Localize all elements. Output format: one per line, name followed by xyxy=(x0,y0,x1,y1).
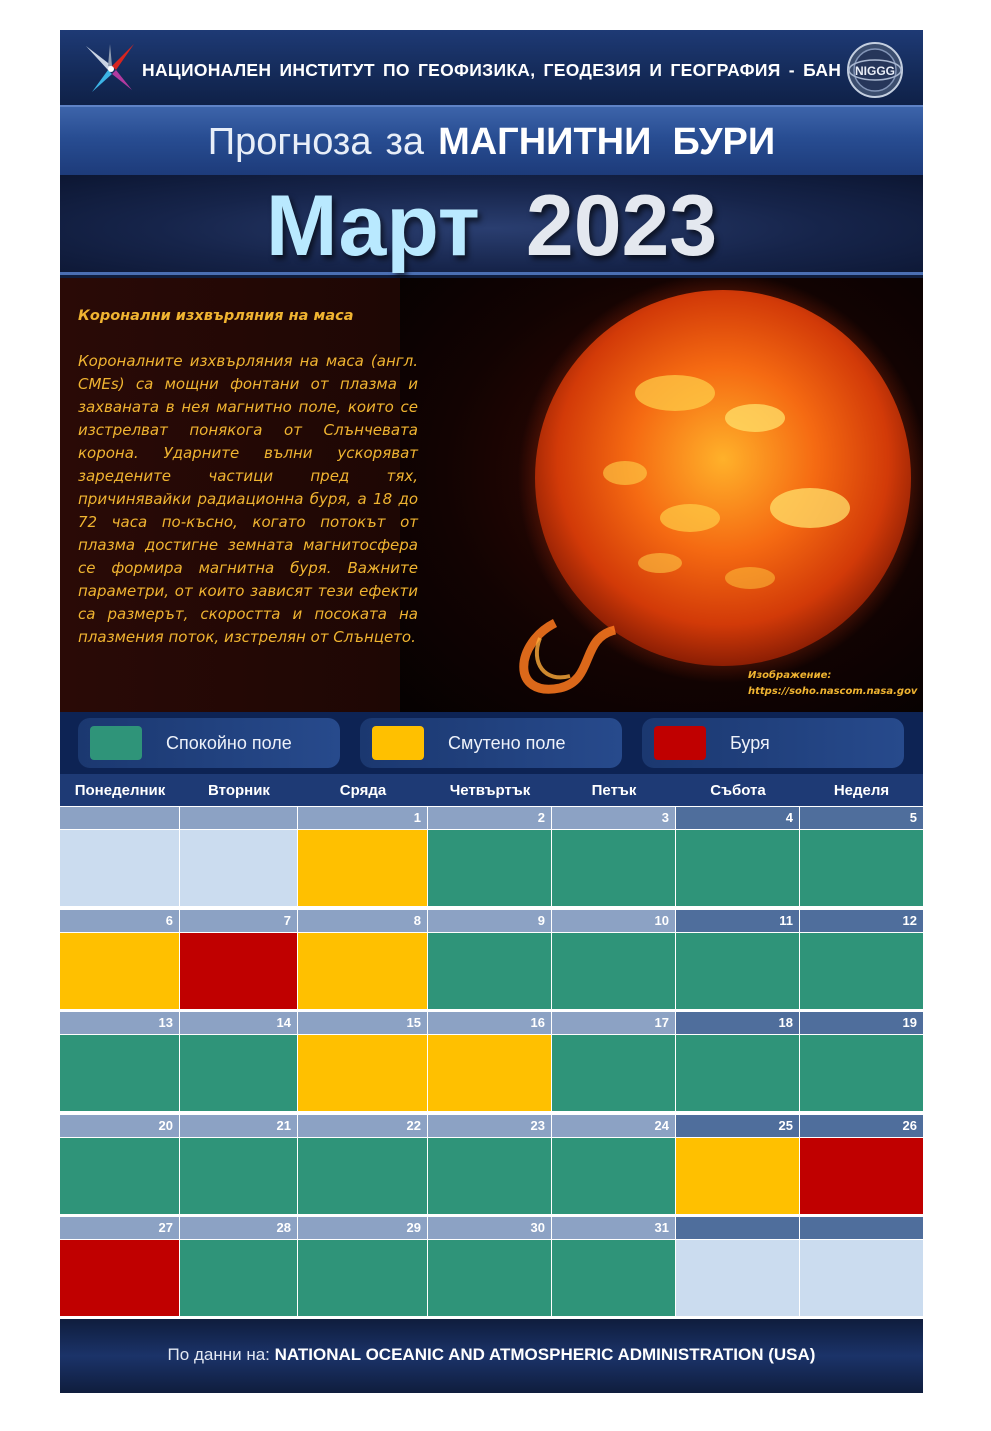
forecast-poster xyxy=(60,30,923,1393)
day-number: 13 xyxy=(60,1012,179,1034)
day-number: 20 xyxy=(60,1115,179,1137)
weekday-wednesday: Сряда xyxy=(339,782,387,799)
day-number: 23 xyxy=(428,1115,551,1137)
day-number: 27 xyxy=(60,1217,179,1239)
day-number: 19 xyxy=(800,1012,923,1034)
day-status-cell-storm xyxy=(800,1138,923,1214)
day-status-cell-calm xyxy=(552,1240,675,1316)
institute-name: НАЦИОНАЛЕН ИНСТИТУТ ПО ГЕОФИЗИКА, ГЕОДЕЗИЯ И ГЕОГРАФИЯ - БАН xyxy=(142,60,842,80)
title-bold: МАГНИТНИ БУРИ xyxy=(438,121,776,163)
day-number: 22 xyxy=(298,1115,427,1137)
day-number: 1 xyxy=(298,807,427,829)
title-band xyxy=(60,105,923,175)
article-title: Коронални изхвърляния на маса xyxy=(78,308,354,324)
institute-header xyxy=(60,30,923,105)
day-number: 2 xyxy=(428,807,551,829)
legend-item-disturbed xyxy=(360,718,622,768)
day-number: 4 xyxy=(676,807,799,829)
day-number: 7 xyxy=(180,910,297,932)
legend-swatch-disturbed xyxy=(372,726,424,760)
day-number: 18 xyxy=(676,1012,799,1034)
day-number xyxy=(60,807,179,829)
weekday-saturday: Събота xyxy=(710,782,766,799)
day-number: 30 xyxy=(428,1217,551,1239)
day-status-cell-storm xyxy=(180,933,297,1009)
day-status-cell-storm xyxy=(60,1240,179,1316)
day-status-cell-calm xyxy=(60,1035,179,1111)
day-status-cell-empty xyxy=(180,830,297,906)
image-credit-url: https://soho.nascom.nasa.gov xyxy=(748,686,918,697)
logo-text: NIGGG xyxy=(854,64,896,78)
day-status-cell-calm xyxy=(552,1138,675,1214)
day-number: 11 xyxy=(676,910,799,932)
sun-panel xyxy=(60,278,923,712)
legend-item-storm xyxy=(642,718,904,768)
weekday-monday: Понеделник xyxy=(74,782,166,799)
weekday-tuesday: Вторник xyxy=(208,782,270,799)
day-status-cell-calm xyxy=(676,1035,799,1111)
article-body: Короналните изхвърляния на маса (англ. CMEs) са мощни фонтани от плазма и захваната в нея магнитно поле, които се изстрелват понякога от Слънчевата корона. Ударните вълни ускоряват заредените частици пред тях, причинявайки радиационна буря, а 18 до 72 часа по-късно, когато потокът от плазма достигне земната магнитосфера се формира магнитна буря. Важните параметри, от които зависят тези ефекти са размерът, скоростта и посоката на плазмения поток, изстрелян от Слънцето. xyxy=(78,352,418,646)
day-status-cell-calm xyxy=(298,1240,427,1316)
day-number: 12 xyxy=(800,910,923,932)
page-title xyxy=(60,121,923,164)
weekday-sunday: Неделя xyxy=(833,782,890,799)
day-status-cell-calm xyxy=(428,933,551,1009)
day-status-cell-calm xyxy=(676,933,799,1009)
month-name: Март xyxy=(265,178,480,274)
legend-swatch-calm xyxy=(90,726,142,760)
day-status-cell-empty xyxy=(60,830,179,906)
sun-image xyxy=(420,278,923,712)
day-number: 26 xyxy=(800,1115,923,1137)
day-number: 21 xyxy=(180,1115,297,1137)
day-number: 6 xyxy=(60,910,179,932)
weekday-friday: Петък xyxy=(591,782,637,799)
day-number: 16 xyxy=(428,1012,551,1034)
day-number xyxy=(180,807,297,829)
day-status-cell-calm xyxy=(180,1035,297,1111)
day-number: 9 xyxy=(428,910,551,932)
data-source-prefix: По данни на: xyxy=(167,1345,275,1364)
day-status-cell-calm xyxy=(552,933,675,1009)
day-status-cell-disturbed xyxy=(298,933,427,1009)
institute-star-logo xyxy=(82,40,138,96)
day-status-cell-calm xyxy=(800,1035,923,1111)
data-source xyxy=(60,1345,923,1365)
image-credit xyxy=(748,668,917,700)
day-status-cell-calm xyxy=(180,1240,297,1316)
month-title xyxy=(60,177,923,276)
legend-swatch-storm xyxy=(654,726,706,760)
weekday-header-row xyxy=(60,774,923,806)
legend-label-calm: Спокойно поле xyxy=(166,733,292,753)
day-number: 3 xyxy=(552,807,675,829)
day-status-cell-calm xyxy=(428,1240,551,1316)
day-number: 31 xyxy=(552,1217,675,1239)
day-number xyxy=(800,1217,923,1239)
legend xyxy=(60,712,923,774)
day-status-cell-calm xyxy=(298,1138,427,1214)
day-status-cell-disturbed xyxy=(676,1138,799,1214)
image-credit-label: Изображение: xyxy=(748,670,832,681)
title-prefix: Прогноза xyxy=(207,121,372,163)
day-number: 15 xyxy=(298,1012,427,1034)
day-status-cell-calm xyxy=(676,830,799,906)
legend-label-storm: Буря xyxy=(730,733,770,753)
legend-label-disturbed: Смутено поле xyxy=(448,733,566,753)
day-status-cell-disturbed xyxy=(298,830,427,906)
day-status-cell-calm xyxy=(800,933,923,1009)
calendar-grid xyxy=(60,774,923,1319)
day-status-cell-calm xyxy=(428,1138,551,1214)
day-status-cell-empty xyxy=(800,1240,923,1316)
day-status-cell-disturbed xyxy=(60,933,179,1009)
day-status-cell-disturbed xyxy=(298,1035,427,1111)
day-number: 5 xyxy=(800,807,923,829)
day-number: 25 xyxy=(676,1115,799,1137)
day-status-cell-calm xyxy=(428,830,551,906)
day-number: 14 xyxy=(180,1012,297,1034)
day-number: 8 xyxy=(298,910,427,932)
data-source-name: NATIONAL OCEANIC AND ATMOSPHERIC ADMINISTRATION (USA) xyxy=(274,1345,816,1364)
day-number: 10 xyxy=(552,910,675,932)
footer xyxy=(60,1319,923,1393)
day-status-cell-empty xyxy=(676,1240,799,1316)
day-status-cell-calm xyxy=(552,830,675,906)
day-number xyxy=(676,1217,799,1239)
day-number: 28 xyxy=(180,1217,297,1239)
day-number: 29 xyxy=(298,1217,427,1239)
day-status-cell-disturbed xyxy=(428,1035,551,1111)
niggg-emblem-logo xyxy=(845,40,905,100)
day-status-cell-calm xyxy=(800,830,923,906)
day-number: 17 xyxy=(552,1012,675,1034)
legend-item-calm xyxy=(78,718,340,768)
day-status-cell-calm xyxy=(552,1035,675,1111)
month-band xyxy=(60,175,923,275)
weekday-thursday: Четвъртък xyxy=(449,782,531,799)
title-middle: за xyxy=(385,121,425,163)
day-status-cell-calm xyxy=(60,1138,179,1214)
day-status-cell-calm xyxy=(180,1138,297,1214)
day-number: 24 xyxy=(552,1115,675,1137)
month-year: 2023 xyxy=(525,178,718,274)
